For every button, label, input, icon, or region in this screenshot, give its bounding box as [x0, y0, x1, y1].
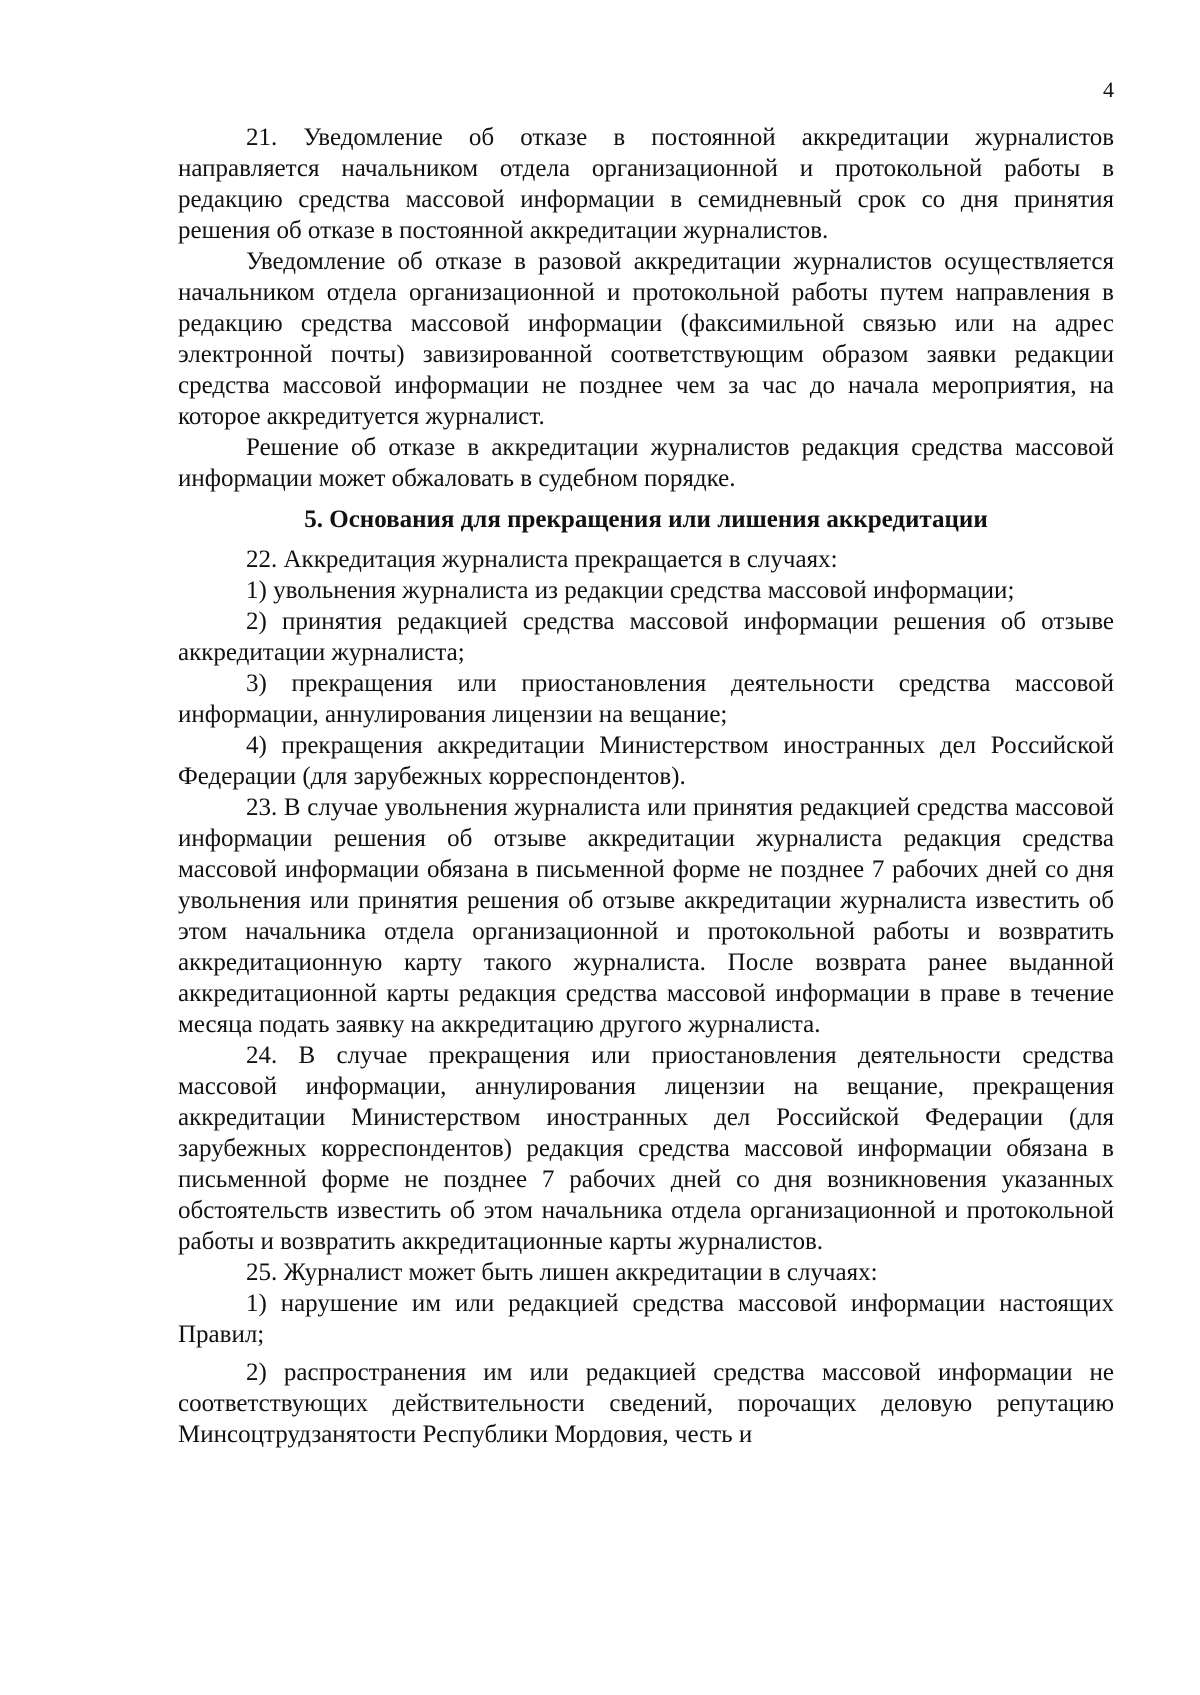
page-number: 4: [1103, 77, 1114, 102]
list-item-25-1: 1) нарушение им или редакцией средства массовой информации настоящих Правил;: [178, 1290, 1114, 1348]
list-item-22-1: 1) увольнения журналиста из редакции средства массовой информации;: [246, 577, 1015, 604]
list-item-22-3: 3) прекращения или приостановления деятельности средства массовой информации, аннулирования лицензии на вещание;: [178, 670, 1114, 728]
paragraph-appeal: Решение об отказе в аккредитации журналистов редакция средства массовой информации может обжаловать в судебном порядке.: [178, 434, 1114, 492]
list-item-22-4: 4) прекращения аккредитации Министерством иностранных дел Российской Федерации (для зарубежных корреспондентов).: [178, 732, 1114, 790]
list-item-22-2: 2) принятия редакцией средства массовой информации решения об отзыве аккредитации журналиста;: [178, 608, 1114, 666]
paragraph-24: 24. В случае прекращения или приостановления деятельности средства массовой информации, аннулирования лицензии на вещание, прекращения аккредитации Министерством иностранных дел Российской Федерации (для зарубежных корреспондентов) редакция средства массовой информации обязана в письменной форме не позднее 7 рабочих дней со дня возникновения указанных обстоятельств известить об этом начальника отдела организационной и протокольной работы и возвратить аккредитационные карты журналистов.: [178, 1042, 1114, 1255]
paragraph-25: 25. Журналист может быть лишен аккредитации в случаях:: [246, 1259, 878, 1286]
list-item-25-2: 2) распространения им или редакцией средства массовой информации не соответствующих действительности сведений, порочащих деловую репутацию Минсоцтрудзанятости Республики Мордовия, честь и: [178, 1359, 1114, 1448]
paragraph-22: 22. Аккредитация журналиста прекращается в случаях:: [246, 546, 838, 573]
paragraph-23: 23. В случае увольнения журналиста или принятия редакцией средства массовой информации решения об отзыве аккредитации журналиста редакция средства массовой информации обязана в письменной форме не позднее 7 рабочих дней со дня увольнения или принятия решения об отзыве аккредитации журналиста известить об этом начальника отдела организационной и протокольной работы и возвратить аккредитационную карту такого журналиста. После возврата ранее выданной аккредитационной карты редакция средства массовой информации в праве в течение месяца подать заявку на аккредитацию другого журналиста.: [178, 794, 1114, 1038]
paragraph-21: 21. Уведомление об отказе в постоянной аккредитации журналистов направляется начальником отдела организационной и протокольной работы в редакцию средства массовой информации в семидневный срок со дня принятия решения об отказе в постоянной аккредитации журналистов.: [178, 124, 1114, 244]
section-heading: 5. Основания для прекращения или лишения аккредитации: [304, 506, 988, 533]
paragraph-notice-one-time: Уведомление об отказе в разовой аккредитации журналистов осуществляется начальником отдела организационной и протокольной работы путем направления в редакцию средства массовой информации (факсимильной связью или на адрес электронной почты) завизированной соответствующим образом заявки редакции средства массовой информации не позднее чем за час до начала мероприятия, на которое аккредитуется журналист.: [178, 248, 1114, 430]
